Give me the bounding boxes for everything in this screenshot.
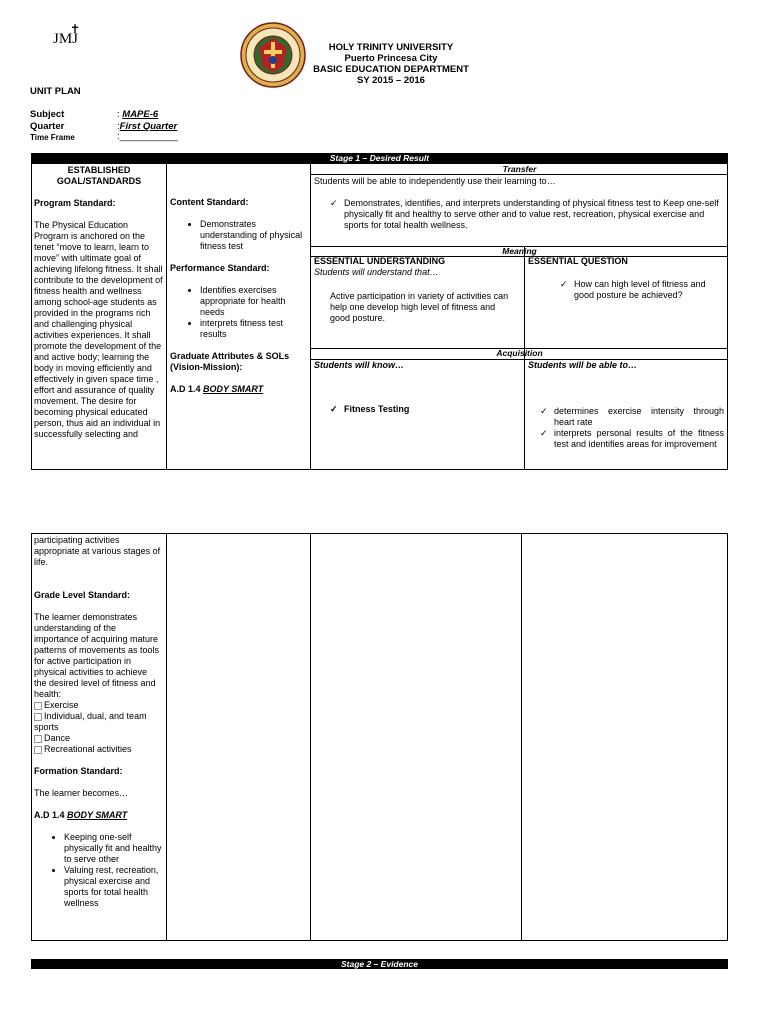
students-able-heading: Students will be able to… <box>528 360 638 370</box>
school-name: HOLY TRINITY UNIVERSITY <box>328 42 454 53</box>
jmj-mark <box>53 22 81 48</box>
stage2-band: Stage 2 – Evidence <box>31 959 728 969</box>
list-item: ✓ determines exercise intensity through heart rate <box>540 406 724 428</box>
timeframe-label: Time Frame <box>30 133 75 142</box>
jmj-text: JMJ <box>53 31 79 47</box>
graduate-attributes-value: A.D 1.4 BODY SMART <box>170 384 264 394</box>
quarter-value: :First Quarter <box>117 121 178 132</box>
continued-goals-column <box>34 535 162 909</box>
essential-understanding-text: Active participation in variety of activities can help one develop high level of fitness and good posture. <box>330 291 509 323</box>
school-department: BASIC EDUCATION DEPARTMENT <box>313 64 469 75</box>
stage1-table <box>31 163 728 470</box>
meaning-caption: Meaning <box>502 246 537 256</box>
list-item: Dance <box>34 733 162 744</box>
standards-column <box>170 197 308 395</box>
cross-icon: ✝ <box>70 22 81 36</box>
acquisition-caption: Acquisition <box>496 348 543 358</box>
checkbox-icon <box>34 735 42 743</box>
subject-value: : MAPE-6 <box>117 109 159 120</box>
school-city: Puerto Princesa City <box>344 53 438 64</box>
essential-understanding-heading: ESSENTIAL UNDERSTANDING <box>314 256 446 266</box>
transfer-list <box>330 198 720 231</box>
grade-level-items <box>34 700 162 755</box>
list-item: • Valuing rest, recreation, physical exercise and sports for total health wellness <box>64 865 162 909</box>
timeframe-value: :___________ <box>117 131 178 142</box>
list-item: Exercise <box>34 700 162 711</box>
continued-program-text: participating activities appropriate at various stages of life. <box>34 535 161 567</box>
established-goals-heading: ESTABLISHED GOAL/STANDARDS <box>56 165 142 186</box>
grade-level-standard-label: Grade Level Standard: <box>34 590 131 600</box>
list-item: • Keeping one-self physically fit and healthy to serve other <box>64 832 162 865</box>
essential-understanding-intro: Students will understand that… <box>314 267 439 277</box>
established-goals-column <box>34 165 164 440</box>
list-item: ✓ How can high level of fitness and good posture be achieved? <box>560 279 722 301</box>
list-item: ✓ interprets personal results of the fitness test and identifies areas for improvement <box>540 428 724 450</box>
students-able-list <box>540 406 724 450</box>
subject-label: Subject <box>30 109 65 120</box>
grade-level-standard-text: The learner demonstrates understanding of the importance of acquiring mature patterns of movements as tools for active participation in physical activities to achieve the desired level of fitness and health: <box>34 612 160 699</box>
performance-standard-list <box>170 285 308 340</box>
essential-question-list <box>560 279 722 301</box>
list-item: Recreational activities <box>34 744 162 755</box>
students-will-know-list <box>330 404 510 415</box>
checkbox-icon <box>34 702 42 710</box>
formation-standard-label: Formation Standard: <box>34 766 123 776</box>
stage1-table-continued <box>31 533 728 941</box>
performance-standard-label: Performance Standard: <box>170 263 270 273</box>
program-standard-label: Program Standard: <box>34 198 116 208</box>
university-seal-logo <box>240 22 306 88</box>
unit-plan-title: UNIT PLAN <box>30 86 81 97</box>
transfer-caption: Transfer <box>502 164 537 174</box>
program-standard-text: The Physical Education Program is anchored on the tenet “move to learn, learn to move” with ultimate goal of achieving lifelong fitness. It shall contribute to the development of fitness health and wellness among school-age students as provided in the programs rich and challenging physical activities experiences. It shall promote the development of the and active body; learning the body in moving efficiently and effectively in given space time , effort and assurance of quality movement. The desire for becoming physical educated person, thus aid an individual in successfully selecting and <box>34 220 163 439</box>
formation-list <box>34 832 162 909</box>
quarter-label: Quarter <box>30 121 65 132</box>
checkbox-icon <box>34 746 42 754</box>
essential-question-heading: ESSENTIAL QUESTION <box>528 256 628 266</box>
content-standard-label: Content Standard: <box>170 197 249 207</box>
formation-standard-text: The learner becomes… <box>34 788 129 798</box>
list-item: • Demonstrates understanding of physical fitness test <box>200 219 308 252</box>
stage1-band: Stage 1 – Desired Result <box>31 153 728 163</box>
list-item: Individual, dual, and team sports <box>34 711 147 732</box>
graduate-attributes-label: Graduate Attributes & SOLs (Vision-Mission): <box>170 351 290 372</box>
students-will-know-heading: Students will know… <box>314 360 405 370</box>
list-item: • interprets fitness test results <box>200 318 308 340</box>
transfer-intro: Students will be able to independently use their learning to… <box>314 176 556 186</box>
school-year: SY 2015 – 2016 <box>357 75 425 86</box>
list-item: ✓ Demonstrates, identifies, and interprets understanding of physical fitness test to Keep one-self physically fit and healthy to serve other and to value rest, recreation, physical exercise and sports for total health wellness. <box>330 198 720 231</box>
list-item: • Identifies exercises appropriate for health needs <box>200 285 308 318</box>
school-header <box>300 42 482 86</box>
list-item: ✓ Fitness Testing <box>330 404 510 415</box>
checkbox-icon <box>34 713 42 721</box>
formation-ad-value: A.D 1.4 BODY SMART <box>34 810 128 820</box>
content-standard-list <box>170 219 308 252</box>
